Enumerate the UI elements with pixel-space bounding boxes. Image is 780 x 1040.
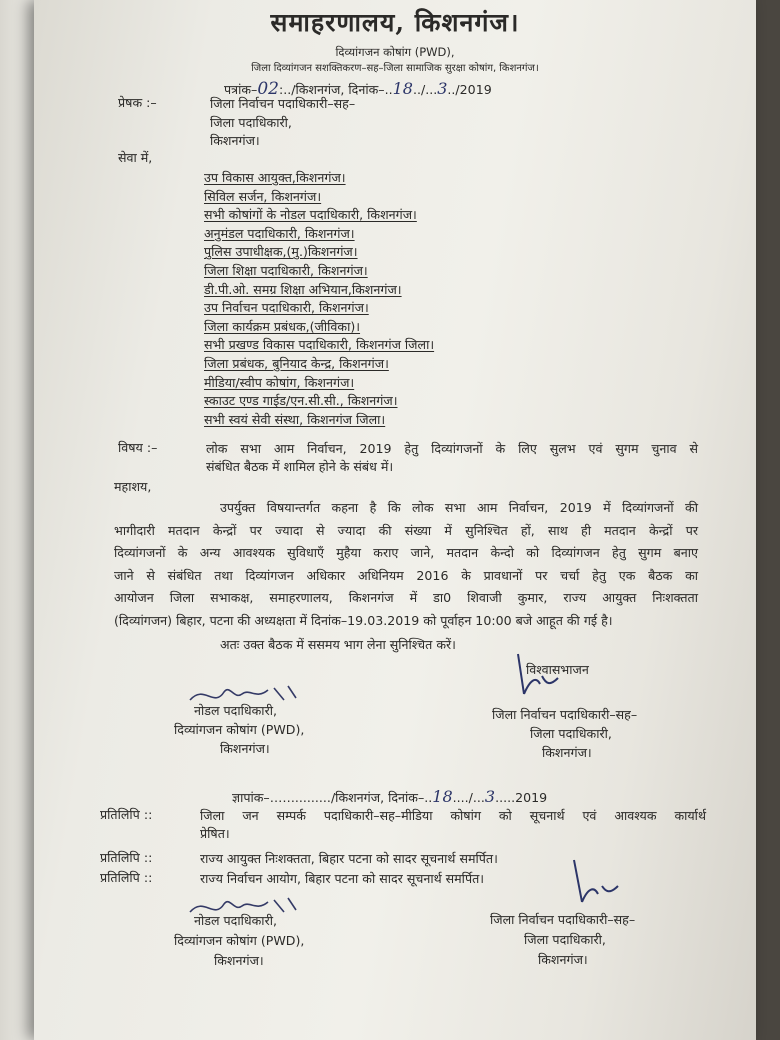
officer-signature-1: [510, 650, 570, 700]
copy-label-3: प्रतिलिपि ::: [100, 870, 153, 885]
reference-year: /2019: [455, 82, 492, 97]
memo-month-handwritten: 3: [484, 787, 496, 806]
recipient-item: मीडिया/स्वीप कोषांग, किशनगंज।: [204, 374, 355, 390]
signoff-right-line-1: जिला निर्वाचन पदाधिकारी–सह–: [492, 707, 638, 722]
letter-no-label: पत्रांक–: [224, 82, 258, 97]
recipient-item: अनुमंडल पदाधिकारी, किशनगंज।: [204, 225, 355, 241]
body-line: (दिव्यांगजन) बिहार, पटना की अध्यक्षता में दिनांक–19.03.2019 को पूर्वाहन 10:00 बजे आहूत की गई है।: [114, 612, 613, 628]
recipient-item: उप निर्वाचन पदाधिकारी, किशनगंज।: [204, 300, 369, 316]
body-line: आयोजन जिला सभाकक्ष, समाहरणालय, किशनगंज में डा0 शिवाजी कुमार, राज्य आयुक्त निःशक्तता: [114, 590, 698, 605]
reference-month-handwritten: 3: [437, 79, 448, 98]
memo-place: /किशनगंज, दिनांक–: [330, 790, 425, 805]
signoff2-left-line-1: नोडल पदाधिकारी,: [194, 913, 277, 928]
recipient-item: जिला कार्यक्रम प्रबंधक,(जीविका)।: [204, 318, 361, 334]
body-line: उपर्युक्त विषयान्तर्गत कहना है कि लोक सभा आम निर्वाचन, 2019 में दिव्यांगजनों की: [220, 500, 698, 515]
recipient-item: सभी स्वयं सेवी संस्था, किशनगंज जिला।: [204, 411, 386, 427]
sender-line-1: जिला निर्वाचन पदाधिकारी–सह–: [210, 96, 356, 111]
memo-no: ……: [269, 790, 295, 805]
signoff-left-line-1: नोडल पदाधिकारी,: [194, 703, 277, 718]
memo-year: 2019: [515, 790, 548, 805]
recipients-label: सेवा में,: [118, 150, 153, 165]
signoff2-right-line-2: जिला पदाधिकारी,: [524, 932, 606, 947]
body-line: जाने से संबंधित तथा दिव्यांगजन अधिकार अधिनियम 2016 के प्रावधानों पर चर्चा हेतु एक बैठक का: [114, 567, 698, 583]
copy-2-line-1: राज्य आयुक्त निःशक्तता, बिहार पटना को सादर सूचनार्थ समर्पित।: [200, 851, 498, 866]
officer-signature-2: [564, 858, 634, 908]
department-line: दिव्यांगजन कोषांग (PWD),: [335, 45, 455, 59]
recipient-item: सिविल सर्जन, किशनगंज।: [204, 188, 322, 204]
signoff2-left-line-3: किशनगंज।: [214, 953, 264, 968]
subject-label: विषय :–: [118, 440, 158, 455]
sender-line-3: किशनगंज।: [210, 133, 260, 148]
recipient-item: सभी प्रखण्ड विकास पदाधिकारी, किशनगंज जिला।: [204, 337, 435, 353]
signoff-left-line-2: दिव्यांगजन कोषांग (PWD),: [174, 722, 305, 737]
letter-reference: पत्रांक–02:../किशनगंज, दिनांक–..18../...3../2019: [224, 79, 492, 99]
recipient-item: स्काउट एण्ड गाईड/एन.सी.सी., किशनगंज।: [204, 393, 398, 409]
recipient-item: उप विकास आयुक्त,किशनगंज।: [204, 170, 346, 185]
recipient-item: जिला शिक्षा पदाधिकारी, किशनगंज।: [204, 263, 368, 278]
copy-1-line-1: जिला जन सम्पर्क पदाधिकारी–सह–मीडिया कोषांग को सूचनार्थ एवं आवश्यक कार्यार्थ: [200, 808, 706, 823]
signoff2-right-line-3: किशनगंज।: [538, 952, 588, 967]
sender-line-2: जिला पदाधिकारी,: [210, 115, 292, 130]
body-line: भागीदारी मतदान केन्द्रों पर ज्यादा से ज्यादा की संख्या में सुनिश्चित हों, साथ ही मतदान केन्द्रों पर: [114, 522, 698, 538]
body-line: दिव्यांगजनों के अन्य आवश्यक सुविधाएँ मुहैया कराए जाने, मतदान केन्दो को दिव्यांगजन हेतु सुगम बनाए: [114, 545, 698, 560]
letter-page: [34, 0, 756, 1040]
recipient-item: जिला प्रबंधक, बुनियाद केन्द्र, किशनगंज।: [204, 356, 389, 371]
recipient-item: डी.पी.ओ. समग्र शिक्षा अभियान,किशनगंज।: [204, 281, 402, 297]
sub-department-line: जिला दिव्यांगजन सशक्तिकरण–सह–जिला सामाजिक सुरक्षा कोषांग, किशनगंज।: [251, 63, 539, 74]
reference-day-handwritten: 18: [392, 79, 413, 98]
subject-line-1: लोक सभा आम निर्वाचन, 2019 हेतु दिव्यांगजनों के लिए सुलभ एवं सुगम चुनाव से: [206, 441, 698, 456]
faithfully-text: विश्वासभाजन: [526, 662, 589, 677]
sender-label: प्रेषक :–: [118, 95, 157, 110]
signoff-left-line-3: किशनगंज।: [220, 741, 270, 756]
letter-no-handwritten: 02: [257, 79, 279, 99]
copy-3-line-1: राज्य निर्वाचन आयोग, बिहार पटना को सादर सूचनार्थ समर्पित।: [200, 871, 485, 886]
memo-day-handwritten: 18: [432, 787, 453, 806]
recipient-item: पुलिस उपाधीक्षक,(मु.)किशनगंज।: [204, 244, 358, 260]
copy-label-1: प्रतिलिपि ::: [100, 807, 153, 822]
salutation: महाशय,: [114, 479, 152, 494]
office-title: समाहरणालय, किशनगंज।: [270, 8, 520, 37]
signoff-right-line-2: जिला पदाधिकारी,: [530, 726, 612, 741]
memo-no-label: ज्ञापांक–: [232, 790, 270, 805]
subject-line-2: संबंधित बैठक में शामिल होने के संबंध में।: [206, 459, 394, 474]
recipient-item: सभी कोषांगों के नोडल पदाधिकारी, किशनगंज।: [204, 207, 417, 223]
body-closing: अतः उक्त बैठक में ससमय भाग लेना सुनिश्चित करें।: [220, 637, 456, 652]
signoff2-right-line-1: जिला निर्वाचन पदाधिकारी–सह–: [490, 912, 636, 927]
reference-place: /किशनगंज, दिनांक–: [291, 82, 385, 97]
memo-reference: ज्ञापांक–……........./किशनगंज, दिनांक–..18..../...3.....2019: [232, 787, 548, 806]
copy-label-2: प्रतिलिपि ::: [100, 850, 153, 865]
copy-1-line-2: प्रेषित।: [200, 826, 230, 841]
signoff2-left-line-2: दिव्यांगजन कोषांग (PWD),: [174, 933, 305, 948]
signoff-right-line-3: किशनगंज।: [542, 745, 592, 760]
